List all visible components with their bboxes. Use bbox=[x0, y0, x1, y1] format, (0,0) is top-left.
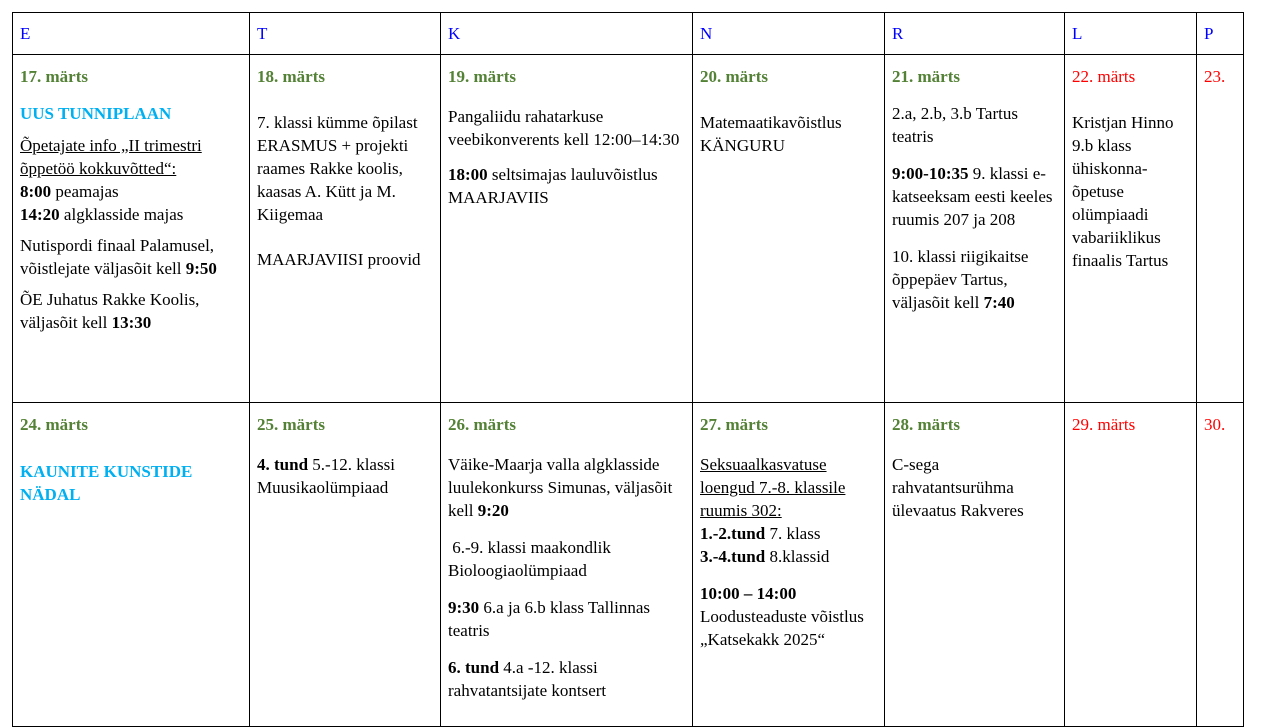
day-cell-mar-26 bbox=[441, 403, 693, 727]
day-date: 27. märts bbox=[700, 415, 768, 434]
day-cell-mar-17 bbox=[13, 55, 250, 403]
week-heading: KAUNITE KUNSTIDE NÄDAL bbox=[20, 462, 193, 504]
weekday-header-thu: N bbox=[693, 13, 885, 55]
day-date: 23. bbox=[1204, 67, 1226, 86]
day-date: 26. märts bbox=[448, 415, 516, 434]
event-time: 9:30 bbox=[448, 598, 480, 617]
event-item: MAARJAVIISI proovid bbox=[257, 250, 421, 269]
weekday-header-tue: T bbox=[250, 13, 441, 55]
event-time: 4. tund bbox=[257, 455, 309, 474]
event-title: Õpetajate info „II trimestri õppetöö kokkuvõtted“: bbox=[20, 136, 202, 178]
event-item bbox=[448, 656, 686, 702]
event-text: Nutispordi finaal Palamusel, võistlejate väljasõit kell bbox=[20, 236, 215, 278]
event-item: 6.-9. klassi maakondlik Bioloogiaolümpiaad bbox=[448, 538, 616, 580]
event-item bbox=[448, 596, 686, 642]
day-cell-mar-27 bbox=[693, 403, 885, 727]
day-cell-mar-28 bbox=[885, 403, 1065, 727]
day-cell-mar-24 bbox=[13, 403, 250, 727]
event-text: 5.-12. klassi Muusikaolümpiaad bbox=[257, 455, 395, 497]
event-text: 8.klassid bbox=[765, 547, 830, 566]
event-item: Pangaliidu rahatarkuse veebikonverents kell 12:00–14:30 bbox=[448, 107, 680, 149]
day-cell-mar-19 bbox=[441, 55, 693, 403]
event-item: 7. klassi kümme õpilast ERASMUS + projekti raames Rakke koolis, kaasas A. Kütt ja M. Kiigemaa bbox=[257, 113, 418, 224]
event-item: Kristjan Hinno 9.b klass ühiskonna-õpetuse olümpiaadi vabariiklikus finaalis Tartus bbox=[1072, 113, 1174, 270]
day-date: 17. märts bbox=[20, 67, 88, 86]
event-text: 4.a -12. klassi rahvatantsijate kontsert bbox=[448, 658, 607, 700]
event-item bbox=[448, 453, 686, 522]
day-date: 22. märts bbox=[1072, 67, 1136, 86]
calendar-table bbox=[12, 12, 1244, 727]
event-item bbox=[448, 163, 686, 209]
event-title: Seksuaalkasvatuse loengud 7.-8. klassile ruumis 302: bbox=[700, 455, 846, 520]
event-time: 6. tund bbox=[448, 658, 500, 677]
day-date: 20. märts bbox=[700, 67, 768, 86]
day-cell-mar-21 bbox=[885, 55, 1065, 403]
weekday-header-fri: R bbox=[885, 13, 1065, 55]
event-teacher-info bbox=[20, 134, 243, 226]
day-date: 18. märts bbox=[257, 67, 325, 86]
event-item bbox=[700, 453, 878, 568]
event-time: 7:40 bbox=[983, 293, 1015, 312]
day-date: 19. märts bbox=[448, 67, 516, 86]
weekday-header-mon: E bbox=[13, 13, 250, 55]
event-time: 9:50 bbox=[185, 259, 217, 278]
day-date: 25. märts bbox=[257, 415, 325, 434]
event-item bbox=[20, 234, 243, 280]
event-time: 10:00 – 14:00 bbox=[700, 584, 797, 603]
event-item bbox=[892, 245, 1058, 314]
day-cell-mar-20 bbox=[693, 55, 885, 403]
day-cell-mar-25 bbox=[250, 403, 441, 727]
day-date: 24. märts bbox=[20, 415, 88, 434]
event-time: 1.-2.tund bbox=[700, 524, 766, 543]
event-text: 9. klassi e-katseeksam eesti keeles ruumis 207 ja 208 bbox=[892, 164, 1053, 229]
day-cell-mar-23 bbox=[1197, 55, 1244, 403]
day-date: 30. bbox=[1204, 415, 1226, 434]
event-time: 9:20 bbox=[477, 501, 509, 520]
event-text: ÕE Juhatus Rakke Koolis, väljasõit kell bbox=[20, 290, 200, 332]
event-text: seltsimajas lauluvõistlus MAARJAVIIS bbox=[448, 165, 658, 207]
event-time: 14:20 bbox=[20, 205, 60, 224]
event-item: 2.a, 2.b, 3.b Tartus teatris bbox=[892, 104, 1018, 146]
event-item bbox=[700, 582, 878, 651]
day-date: 21. märts bbox=[892, 67, 960, 86]
event-text: 10. klassi riigikaitse õppepäev Tartus, väljasõit kell bbox=[892, 247, 1029, 312]
event-text: 6.a ja 6.b klass Tallinnas teatris bbox=[448, 598, 651, 640]
weekday-header-row bbox=[13, 13, 1244, 55]
day-cell-mar-18 bbox=[250, 55, 441, 403]
event-text: Väike-Maarja valla algklasside luulekonkurss Simunas, väljasõit kell bbox=[448, 455, 673, 520]
event-item bbox=[257, 453, 434, 499]
event-time: 9:00-10:35 bbox=[892, 164, 969, 183]
day-date: 28. märts bbox=[892, 415, 960, 434]
event-text: peamajas bbox=[51, 182, 119, 201]
day-cell-mar-30 bbox=[1197, 403, 1244, 727]
weekday-header-sat: L bbox=[1065, 13, 1197, 55]
day-date: 29. märts bbox=[1072, 415, 1136, 434]
event-time: 8:00 bbox=[20, 182, 52, 201]
weekday-header-wed: K bbox=[441, 13, 693, 55]
event-text: Loodusteaduste võistlus „Katsekakk 2025“ bbox=[700, 607, 864, 649]
event-item bbox=[20, 288, 243, 334]
week-row-1 bbox=[13, 55, 1244, 403]
day-cell-mar-22 bbox=[1065, 55, 1197, 403]
event-item: C-sega rahvatantsurühma ülevaatus Rakveres bbox=[892, 455, 1024, 520]
event-time: 13:30 bbox=[111, 313, 152, 332]
event-text: 7. klass bbox=[765, 524, 821, 543]
day-cell-mar-29 bbox=[1065, 403, 1197, 727]
event-text: algklasside majas bbox=[59, 205, 184, 224]
week-heading: UUS TUNNIPLAAN bbox=[20, 104, 172, 123]
event-time: 18:00 bbox=[448, 165, 488, 184]
event-item: Matemaatikavõistlus KÄNGURU bbox=[700, 113, 842, 155]
event-time: 3.-4.tund bbox=[700, 547, 766, 566]
event-item bbox=[892, 162, 1058, 231]
weekday-header-sun: P bbox=[1197, 13, 1244, 55]
week-row-2 bbox=[13, 403, 1244, 727]
